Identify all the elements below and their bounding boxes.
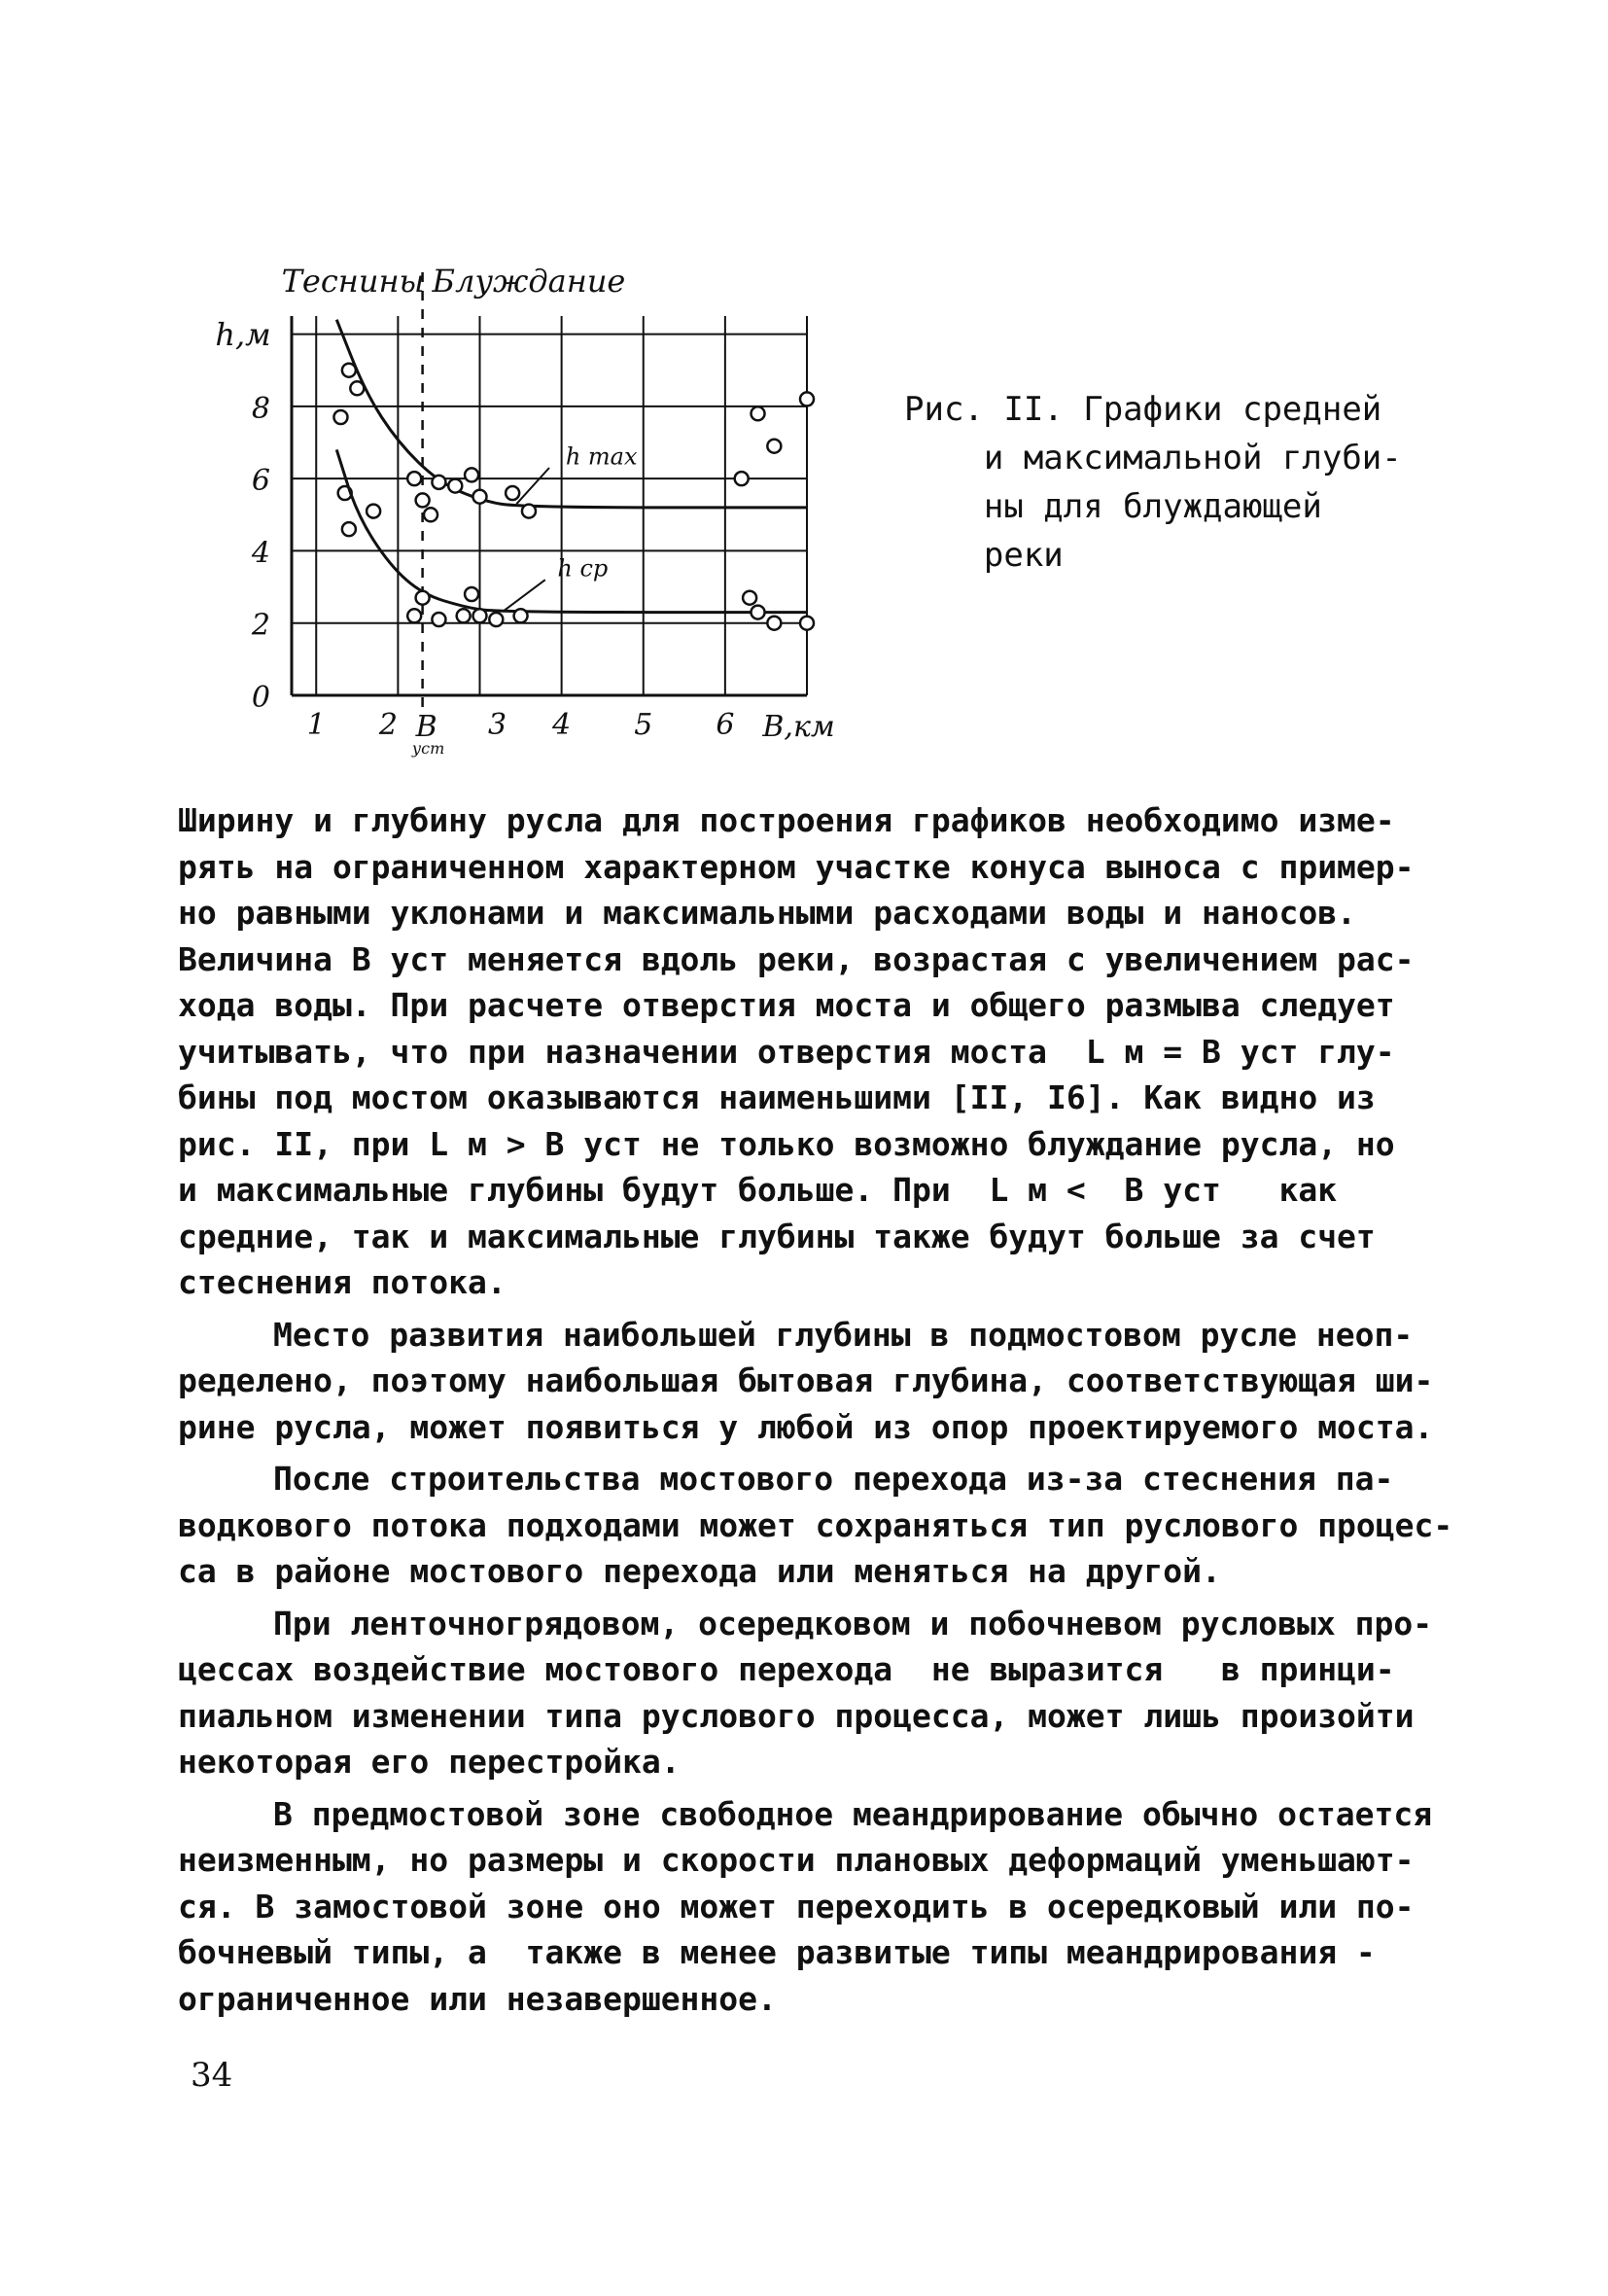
text-line: средние, так и максимальные глубины также будут больше за счет bbox=[178, 1217, 1376, 1255]
hmax-curve-label: h max bbox=[565, 442, 638, 471]
hmax-data-point bbox=[735, 472, 749, 485]
caption-line: и максимальной глуби- bbox=[904, 439, 1402, 477]
text-line: некоторая его перестройка. bbox=[178, 1743, 681, 1781]
x-tick-label: 1 bbox=[306, 708, 326, 742]
hmax-data-point bbox=[432, 476, 445, 489]
hmax-data-point bbox=[342, 364, 356, 377]
header-right-label: Блуждание bbox=[432, 263, 626, 300]
hcp-curve-label: h ср bbox=[557, 554, 609, 583]
hmax-data-point bbox=[448, 479, 462, 493]
text-line: бочневый типы, а также в менее развитые типы меандрирования - bbox=[178, 1933, 1376, 1971]
hmax-data-point bbox=[407, 472, 421, 485]
hmax-data-point bbox=[522, 505, 536, 518]
text-line: неизменным, но размеры и скорости плановых деформаций уменьшают- bbox=[178, 1841, 1415, 1879]
text-line: рять на ограниченном характерном участке конуса выноса с пример- bbox=[178, 847, 1415, 886]
hcp-data-point bbox=[432, 613, 445, 626]
text-line: В предмостовой зоне свободное меандрирование обычно остается bbox=[273, 1794, 1433, 1833]
header-left-label: Теснины bbox=[281, 263, 425, 300]
y-tick-label: 2 bbox=[251, 608, 270, 643]
text-line: пиальном изменении типа руслового процесса, может лишь произойти bbox=[178, 1696, 1415, 1735]
hmax-data-point bbox=[350, 381, 364, 395]
text-line: рис. II, при L м > B уст не только возможно блуждание русла, но bbox=[178, 1124, 1395, 1163]
figure-caption bbox=[904, 385, 1449, 580]
text-line: Величина B уст меняется вдоль реки, возрастая с увеличением рас- bbox=[178, 939, 1415, 978]
hmax-data-point bbox=[342, 522, 356, 536]
hcp-data-point bbox=[457, 609, 471, 622]
caption-line: реки bbox=[904, 536, 1064, 575]
text-line: но равными уклонами и максимальными расходами воды и наносов. bbox=[178, 894, 1356, 932]
hcp-data-point bbox=[489, 613, 503, 626]
hcp-data-point bbox=[514, 609, 528, 622]
text-line: Ширину и глубину русла для построения графиков необходимо изме- bbox=[178, 801, 1395, 839]
paragraph bbox=[178, 1791, 1442, 2023]
text-line: са в районе мостового перехода или меняться на другой. bbox=[178, 1552, 1221, 1590]
hcp-leader-line bbox=[505, 580, 545, 611]
text-line: После строительства мостового перехода из-за стеснения па- bbox=[273, 1460, 1394, 1498]
text-line: цессах воздействие мостового перехода не выразится в принци- bbox=[178, 1650, 1395, 1688]
y-tick-label: 0 bbox=[251, 681, 270, 715]
depth-chart bbox=[194, 263, 894, 758]
hmax-data-point bbox=[800, 392, 814, 406]
paragraph bbox=[178, 797, 1442, 1306]
body-text bbox=[178, 797, 1453, 2028]
text-line: рине русла, может появиться у любой из опор проектируемого моста. bbox=[178, 1407, 1434, 1446]
hmax-leader-line bbox=[516, 468, 549, 504]
hcp-data-point bbox=[752, 606, 765, 619]
text-line: водкового потока подходами может сохраняться тип руслового процес- bbox=[178, 1505, 1453, 1544]
text-line: и максимальные глубины будут больше. При L м < B уст как bbox=[178, 1171, 1338, 1209]
x-tick-label: 4 bbox=[552, 708, 572, 742]
text-line: стеснения потока. bbox=[178, 1263, 507, 1301]
hmax-data-point bbox=[333, 410, 347, 424]
text-line: ограниченное или незавершенное. bbox=[178, 1979, 777, 2018]
caption-line: ны для блуждающей bbox=[904, 487, 1322, 526]
paragraph bbox=[178, 1601, 1442, 1785]
paragraph bbox=[178, 1312, 1442, 1451]
paragraph bbox=[178, 1456, 1453, 1595]
hcp-data-point bbox=[743, 591, 756, 605]
text-line: ся. В замостовой зоне оно может переходить в осередковый или по- bbox=[178, 1887, 1415, 1925]
hmax-data-point bbox=[506, 486, 519, 500]
hmax-data-point bbox=[767, 440, 781, 453]
x-tick-label: 5 bbox=[634, 708, 653, 742]
text-line: ределено, поэтому наибольшая бытовая глубина, соответствующая ши- bbox=[178, 1361, 1434, 1399]
text-line: бины под мостом оказываются наименьшими [II, I6]. Как видно из bbox=[178, 1078, 1376, 1116]
b-ust-label: B bbox=[415, 710, 437, 744]
hmax-data-point bbox=[424, 508, 437, 521]
y-tick-label: 4 bbox=[251, 536, 270, 571]
hmax-data-point bbox=[465, 468, 478, 481]
x-tick-label: 6 bbox=[716, 708, 735, 742]
hmax-data-point bbox=[416, 493, 430, 507]
text-line: хода воды. При расчете отверстия моста и общего размыва следует bbox=[178, 986, 1395, 1024]
y-tick-label: 8 bbox=[251, 391, 270, 426]
hcp-data-point bbox=[407, 609, 421, 622]
x-axis-label: B,км bbox=[762, 710, 835, 744]
hmax-data-point bbox=[367, 505, 380, 518]
text-line: учитывать, что при назначении отверстия моста L м = B уст глу- bbox=[178, 1032, 1395, 1071]
hcp-data-point bbox=[767, 617, 781, 630]
hcp-data-point bbox=[416, 591, 430, 605]
hmax-data-point bbox=[752, 406, 765, 420]
y-tick-label: 6 bbox=[251, 464, 270, 499]
text-line: При ленточногрядовом, осередковом и побочневом русловых про- bbox=[273, 1604, 1433, 1643]
page-number: 34 bbox=[191, 2056, 233, 2095]
hcp-data-point bbox=[465, 587, 478, 601]
hcp-data-point bbox=[800, 617, 814, 630]
text-line: Место развития наибольшей глубины в подмостовом русле неоп- bbox=[273, 1315, 1414, 1354]
b-ust-sublabel: уст bbox=[411, 739, 445, 758]
x-tick-label: 3 bbox=[487, 708, 507, 742]
hcp-data-point bbox=[472, 609, 486, 622]
x-tick-label: 2 bbox=[378, 708, 398, 742]
caption-line: Рис. II. Графики средней bbox=[904, 390, 1382, 429]
depth-width-figure bbox=[194, 263, 894, 758]
hmax-data-point bbox=[472, 490, 486, 504]
y-axis-label: h,м bbox=[215, 316, 271, 353]
